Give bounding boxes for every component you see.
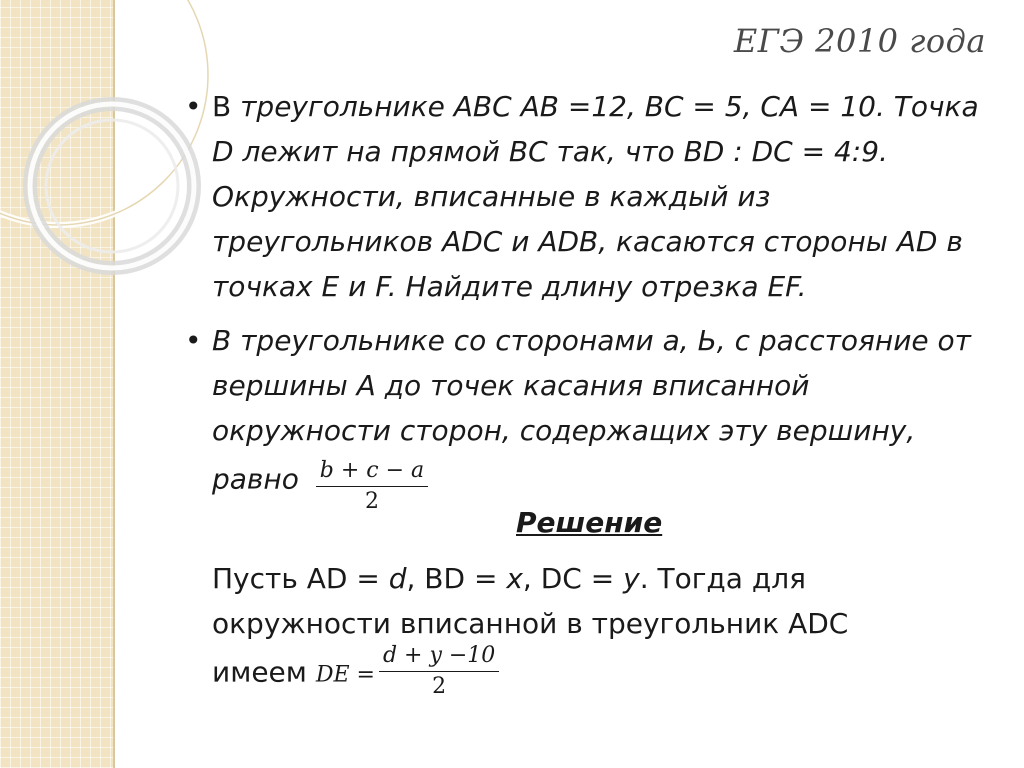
problem-2-text: В треугольнике со сторонами a, Ь, с расстояние от вершины А до точек касания вписанной окружности сторон, содержащих эту вершину, равно	[212, 324, 971, 496]
problem-2	[212, 318, 992, 514]
solution-title: Решение	[516, 506, 663, 539]
formula-de-lhs: DE =	[315, 662, 375, 688]
problem-1	[212, 84, 992, 309]
var-d: d	[388, 562, 407, 595]
solution-mid1: , BD =	[406, 562, 507, 595]
formula-de-numerator: d + y −10	[379, 644, 499, 672]
formula-denominator: 2	[364, 489, 379, 514]
formula-tangent-distance	[316, 459, 428, 514]
bullet-2: •	[185, 324, 202, 357]
solution-pre: Пусть AD =	[212, 562, 389, 595]
var-x: x	[506, 562, 523, 595]
problem-1-lead: В	[212, 90, 241, 123]
slide-header: ЕГЭ 2010 года	[733, 22, 986, 60]
formula-de-denominator: 2	[432, 674, 447, 699]
formula-numerator: b + c − a	[316, 459, 428, 487]
solution-text	[212, 556, 912, 701]
problem-1-text: треугольнике АВС АВ =12, ВС = 5, СА = 10. Точка D лежит на прямой ВС так, что BD : DC = 4:9. Окружности, вписанные в каждый из треугольников ADC и ADB, касаются стороны AD в точках E и F. Найдите длину отрезка EF.	[212, 90, 979, 303]
bullet-1: •	[185, 90, 202, 123]
solution-post: . Тогда для окружности вписанной в треугольник ADC имеем	[212, 562, 849, 689]
formula-de	[379, 644, 499, 699]
solution-mid2: , DC =	[522, 562, 624, 595]
var-y: y	[623, 562, 640, 595]
